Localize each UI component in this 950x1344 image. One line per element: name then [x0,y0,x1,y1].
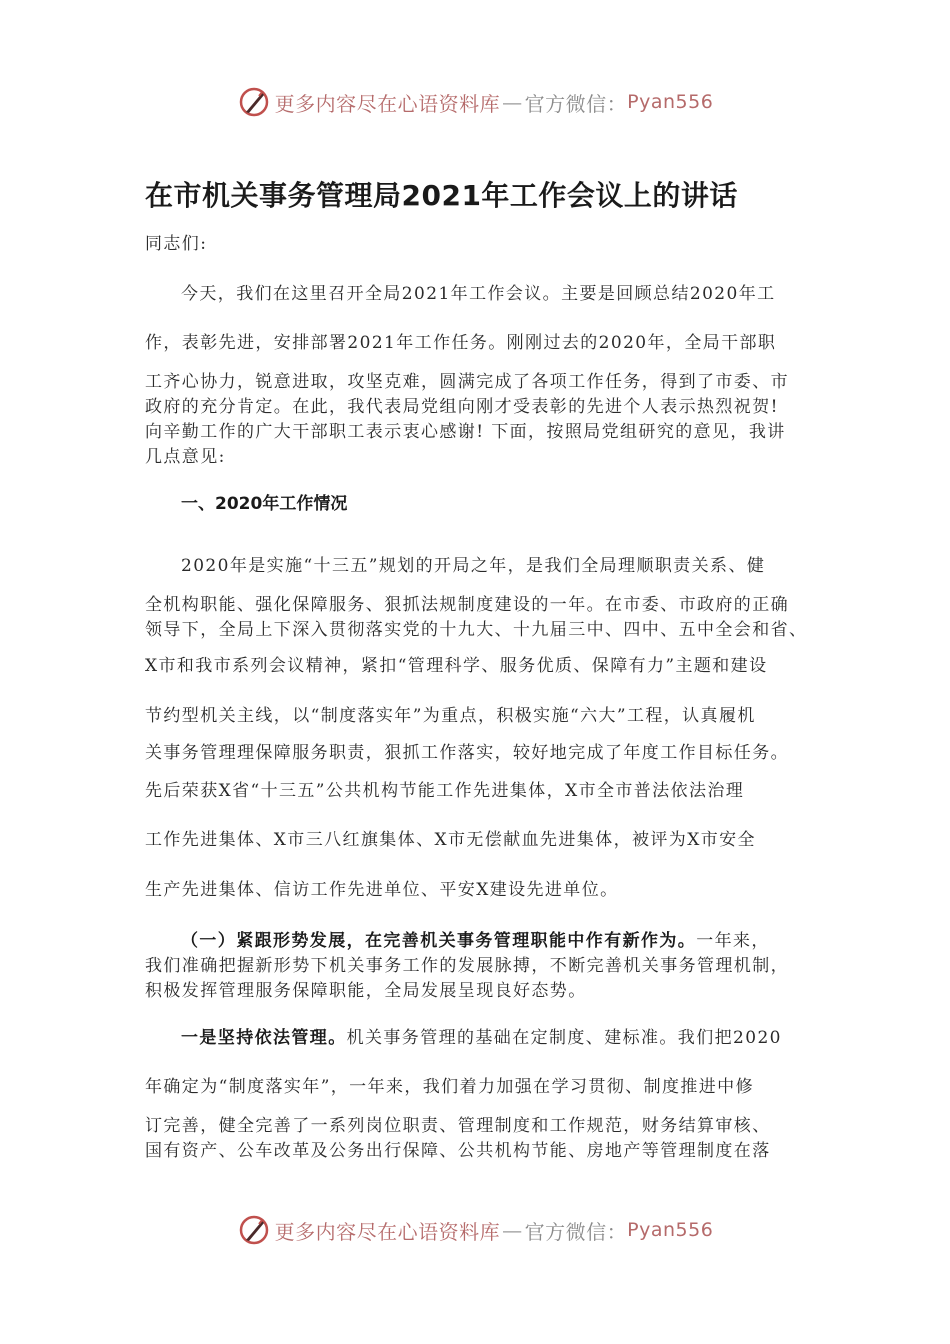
point-text: 机关事务管理的基础在定制度、建标准。我们把2020 [346,1028,782,1048]
paragraph-line: 工作先进集体、X市三八红旗集体、X市无偿献血先进集体，被评为X市安全 [145,830,756,850]
paragraph-line: 订完善，健全完善了一系列岗位职责、管理制度和工作规范，财务结算审核、 [145,1116,771,1136]
footer-banner [0,1210,950,1250]
salutation: 同志们: [145,234,208,254]
banner-dash: — [502,90,523,114]
paragraph-line: 年确定为“制度落实年”，一年来，我们着力加强在学习贯彻、制度推进中修 [145,1077,754,1097]
page-title: 在市机关事务管理局2021年工作会议上的讲话 [145,179,738,212]
banner-wechat-label: 官方微信： [524,1219,628,1244]
paragraph-line: 2020年是实施“十三五”规划的开局之年，是我们全局理顺职责关系、健 [181,556,766,576]
paragraph-line: 几点意见: [145,447,226,467]
quill-logo-icon [237,85,271,119]
banner-dash: — [502,1218,523,1242]
paragraph-line: 先后荣获X省“十三五”公共机构节能工作先进集体，X市全市普法依法治理 [145,781,745,801]
paragraph-line: 今天，我们在这里召开全局2021年工作会议。主要是回顾总结2020年工 [181,284,776,304]
paragraph-line: 向辛勤工作的广大干部职工表示衷心感谢! 下面，按照局党组研究的意见，我讲 [145,422,786,442]
paragraph-line: 国有资产、公车改革及公务出行保障、公共机构节能、房地产等管理制度在落 [145,1141,771,1161]
banner-wechat-id: Pyan556 [627,1219,714,1241]
paragraph-line: 领导下，全局上下深入贯彻落实党的十九大、十九届三中、四中、五中全会和省、 [145,620,808,640]
banner-wechat-id: Pyan556 [627,91,714,113]
paragraph-line: 工齐心协力，锐意进取，攻坚克难，圆满完成了各项工作任务，得到了市委、市 [145,372,789,392]
banner-text: 更多内容尽在心语资料库 [274,1219,501,1244]
paragraph-line: 全机构职能、强化保障服务、狠抓法规制度建设的一年。在市委、市政府的正确 [145,595,789,615]
subsection-heading: （一）紧跟形势发展，在完善机关事务管理职能中作有新作为。 [181,931,697,951]
paragraph-line: 作，表彰先进，安排部署2021年工作任务。刚刚过去的2020年，全局干部职 [145,333,777,353]
banner-wechat-label: 官方微信： [524,91,628,116]
section-heading: 一、2020年工作情况 [181,494,348,514]
paragraph-line: 我们准确把握新形势下机关事务工作的发展脉搏，不断完善机关事务管理机制， [145,956,789,976]
paragraph-line: 节约型机关主线，以“制度落实年”为重点，积极实施“六大”工程，认真履机 [145,706,756,726]
subsection-text: 一年来， [696,931,770,951]
paragraph-line: 政府的充分肯定。在此，我代表局党组向刚才受表彰的先进个人表示热烈祝贺! [145,397,779,417]
point-line [181,1026,810,1050]
quill-logo-icon [237,1213,271,1247]
header-banner [0,82,950,122]
banner-text: 更多内容尽在心语资料库 [274,91,501,116]
paragraph-line: X市和我市系列会议精神，紧扣“管理科学、服务优质、保障有力”主题和建设 [145,656,768,676]
paragraph-line: 生产先进集体、信访工作先进单位、平安X建设先进单位。 [145,880,619,900]
point-heading: 一是坚持依法管理。 [181,1028,347,1048]
paragraph-line: 关事务管理理保障服务职责，狠抓工作落实，较好地完成了年度工作目标任务。 [145,743,789,763]
paragraph-line: 积极发挥管理服务保障职能，全局发展呈现良好态势。 [145,981,587,1001]
subsection-line [181,929,810,953]
